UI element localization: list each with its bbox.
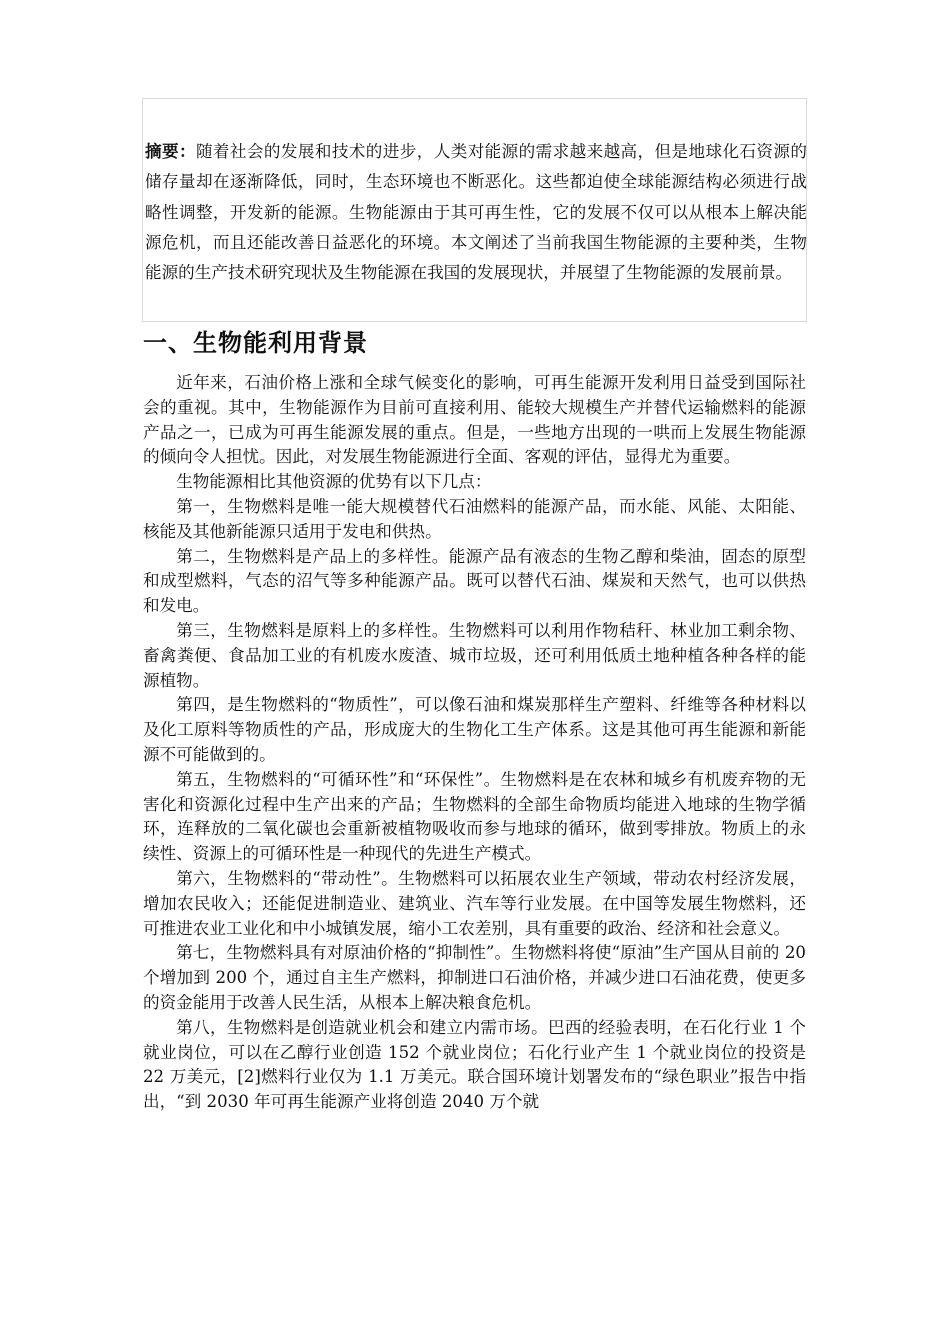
paragraph: 第三，生物燃料是原料上的多样性。生物燃料可以利用作物秸秆、林业加工剩余物、畜禽粪便、食品加工业的有机废水废渣、城市垃圾，还可利用低质土地种植各种各样的能源植物。 <box>143 620 806 690</box>
paragraph: 第二，生物燃料是产品上的多样性。能源产品有液态的生物乙醇和柴油，固态的原型和成型燃料，气态的沼气等多种能源产品。既可以替代石油、煤炭和天然气，也可以供热和发电。 <box>143 546 806 616</box>
abstract-text: 随着社会的发展和技术的进步，人类对能源的需求越来越高，但是地球化石资源的储存量却在逐渐降低，同时，生态环境也不断恶化。这些都迫使全球能源结构必须进行战略性调整，开发新的能源。生物能源由于其可再生性，它的发展不仅可以从根本上解决能源危机，而且还能改善日益恶化的环境。本文阐述了当前我国生物能源的主要种类，生物能源的生产技术研究现状及生物能源在我国的发展现状，并展望了生物能源的发展前景。 <box>145 142 807 283</box>
paragraph: 第四，是生物燃料的“物质性”，可以像石油和煤炭那样生产塑料、纤维等各种材料以及化工原料等物质性的产品，形成庞大的生物化工生产体系。这是其他可再生能源和新能源不可能做到的。 <box>143 695 806 764</box>
paragraph: 第五，生物燃料的“可循环性”和“环保性”。生物燃料是在农林和城乡有机废弃物的无害化和资源化过程中生产出来的产品；生物燃料的全部生命物质均能进入地球的生物学循环，连释放的二氧化碳也会重新被植物吸收而参与地球的循环，做到零排放。物质上的永续性、资源上的可循环性是一种现代的先进生产模式。 <box>143 769 806 864</box>
paragraph: 近年来，石油价格上涨和全球气候变化的影响，可再生能源开发利用日益受到国际社会的重视。其中，生物能源作为目前可直接利用、能较大规模生产并替代运输燃料的能源产品之一，已成为可再生能源发展的重点。但是，一些地方出现的一哄而上发展生物能源的倾向令人担忧。因此，对发展生物能源进行全面、客观的评估，显得尤为重要。 <box>143 373 806 467</box>
paragraph: 第七，生物燃料具有对原油价格的“抑制性”。生物燃料将使“原油”生产国从目前的 20 个增加到 200 个，通过自主生产燃料，抑制进口石油价格，并减少进口石油花费，使更多的资金能用于改善人民生活，从根本上解决粮食危机。 <box>143 943 806 1012</box>
section-body <box>143 371 806 1115</box>
abstract-label: 摘要： <box>145 141 196 161</box>
paragraph: 第一，生物燃料是唯一能大规模替代石油燃料的能源产品，而水能、风能、太阳能、核能及其他新能源只适用于发电和供热。 <box>143 496 806 541</box>
section-heading: 一、生物能利用背景 <box>143 329 368 357</box>
paragraph: 第六，生物燃料的“带动性”。生物燃料可以拓展农业生产领域，带动农村经济发展，增加农民收入；还能促进制造业、建筑业、汽车等行业发展。在中国等发展生物燃料，还可推进农业工业化和中小城镇发展，缩小工农差别，具有重要的政治、经济和社会意义。 <box>143 868 806 938</box>
paragraph: 生物能源相比其他资源的优势有以下几点： <box>176 472 492 492</box>
paragraph: 第八，生物燃料是创造就业机会和建立内需市场。巴西的经验表明，在石化行业 1 个就业岗位，可以在乙醇行业创造 152 个就业岗位；石化行业产生 1 个就业岗位的投资是 22 万美元，[2]燃料行业仅为 1.1 万美元。联合国环境计划署发布的“绿色职业”报告中指出，“到 2030 年可再生能源产业将创造 2040 万个就 <box>143 1017 806 1112</box>
abstract <box>145 136 807 288</box>
